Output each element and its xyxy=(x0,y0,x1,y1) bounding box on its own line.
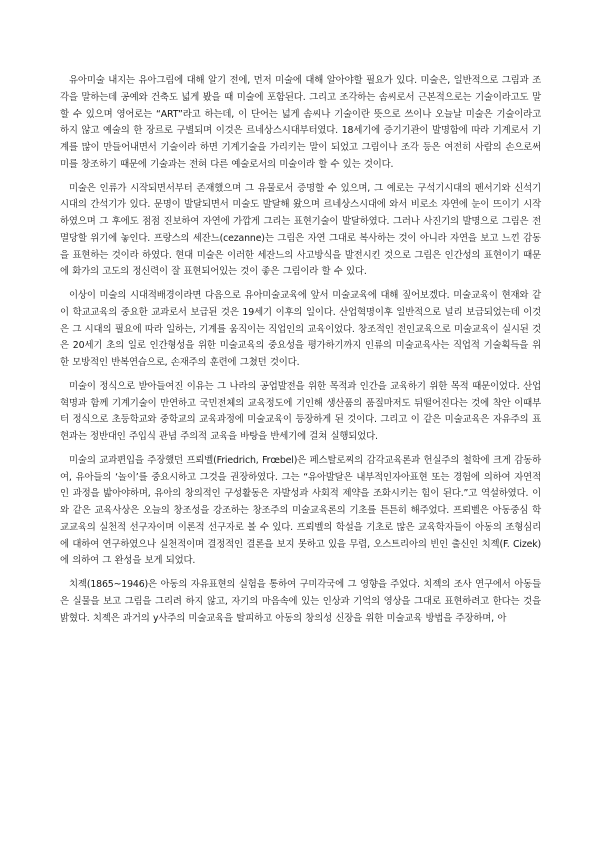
document-body xyxy=(60,73,541,627)
paragraph-2: 미술은 인류가 시작되면서부터 존재했으며 그 유물로서 증명할 수 있으며, 그 예로는 구석기시대의 펜서기와 신석기시대의 간석기가 있다. 문명이 발달되면서 미술도 발달해 왔으며 르네상스시대에 와서 비로소 자연에 눈이 뜨이기 시작하였으며 그 후에도 점점 진보하여 자연에 가깝게 그리는 표현기술이 발달하였다. 그러나 사진기의 발명으로 그림은 전멸당할 위기에 놓인다. 프랑스의 세잔느(cezanne)는 그림은 자연 그대로 복사하는 것이 아니라 자연을 보고 느낀 감동을 표현하는 것이라 하였다. 현대 미술은 이러한 세잔느의 사고방식을 발전시킨 것으로 그림은 인간성의 표현이기 때문에 화가의 고도의 정신력이 잘 표현되어있는 것이 좋은 그림이라 할 수 있다. xyxy=(60,182,541,278)
paragraph-5: 미술의 교과편입을 주장했던 프뢰벨(Friedrich, Frœbel)은 페스탈로찌의 감각교육론과 헌실주의 철학에 크게 감동하여, 유아들의 ‘놀이’를 중요시하고 그것을 권장하였다. 그는 “유아발달은 내부적인자아표현 또는 경험에 의하여 자연적인 과정을 밟아야하며, 유아의 창의적인 구성활동은 자발성과 사회적 제약을 조화시키는 힘이 된다.”고 역설하였다. 이와 같은 교육사상은 오늘의 창조성을 강조하는 창조주의 미술교육론의 기초를 튼튼히 해주었다. 프뢰벨은 아동중심 학교교육의 실천적 선구자이며 이론적 선구자로 볼 수 있다. 프뢰벨의 학설을 기초로 많은 교육학자들이 아동의 조형심리에 대하여 연구하였으나 실천적이며 결정적인 결론을 보지 못하고 있을 무렵, 오스트리아의 빈인 출신인 치젝(F. Cizek)에 의하여 그 완성을 보게 되었다. xyxy=(60,454,541,567)
paragraph-6: 치젝(1865~1946)은 아동의 자유표현의 실험을 통하여 구미각국에 그 영향을 주었다. 치젝의 조사 연구에서 아동들은 실물을 보고 그림을 그리려 하지 않고, 자기의 마음속에 있는 인상과 기억의 영상을 그대로 표현하려고 한다는 것을 밝혔다. 치젝은 과거의 y사주의 미술교육을 탈피하고 아동의 창의성 신장을 위한 미술교육 방법을 주장하며, 아 xyxy=(60,579,541,624)
paragraph-3: 이상이 미술의 시대적배경이라면 다음으로 유아미술교육에 앞서 미술교육에 대해 짚어보겠다. 미술교육이 현재와 같이 학교교육의 중요한 교과로서 보급된 것은 19세기 이후의 일이다. 산업혁명이후 일반적으로 널리 보급되었는데 이것은 그 시대의 필요에 따라 일하는, 기계를 움직이는 직업인의 교육이었다. 창조적인 전인교육으로 미술교육이 실시된 것은 20세기 초의 일로 인간형성을 위한 미술교육의 중요성을 평가하기까지 인류의 미술교육사는 직업적 기술획득을 위한 모방적인 반복연습으로, 손재주의 훈련에 그쳤던 것이다. xyxy=(60,290,541,368)
paragraph-1: 유아미술 내지는 유아그림에 대해 알기 전에, 먼저 미술에 대해 알아야할 필요가 있다. 미술은, 일반적으로 그림과 조각을 말하는데 공예와 건축도 넓게 봤을 때 미술에 포함된다. 그리고 조각하는 솜씨로서 근본적으로는 기술이라고도 말할 수 있으며 영어로는 “ART”라고 하는데, 이 단어는 넓게 솜씨나 기술이란 뜻으로 쓰이나 오늘날 미술은 기술이라고 하지 않고 예술의 한 장르로 구별되며 이것은 르네상스시대부터였다. 18세기에 증기기관이 발명함에 따라 기계로서 기계를 많이 만들어내면서 기술이라 하면 기계기술을 가리키는 말이 되었고 그림이나 조각 등은 여전히 사람의 손으로써 미를 창조하기 때문에 기술과는 전혀 다른 예술로서의 미술이라 할 수 있는 것이다. xyxy=(60,75,541,170)
paragraph-4: 미술이 정식으로 받아들여진 이유는 그 나라의 공업발전을 위한 목적과 인간을 교육하기 위한 목적 때문이었다. 산업혁명과 함께 기계기술이 만연하고 국민전체의 교육정도에 기인해 생산품의 품질마저도 뒤떨어진다는 것에 착안 이때부터 정식으로 초등학교와 중학교의 교육과정에 미술교육이 등장하게 된 것이다. 그리고 이 같은 미술교육은 자유주의 표현과는 정반대인 주입식 관념 주의적 교육을 바탕을 반세기에 걸쳐 실행되었다. xyxy=(60,380,541,442)
